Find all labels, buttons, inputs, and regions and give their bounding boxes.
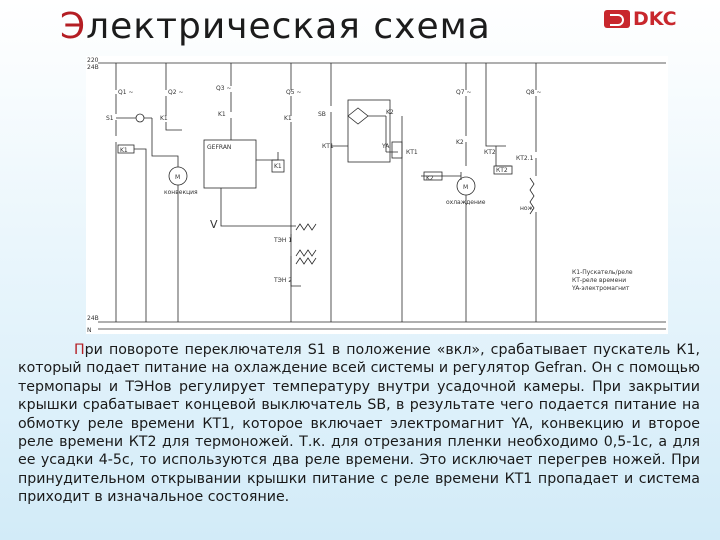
motor-2-label: M bbox=[463, 184, 469, 191]
motor-1-caption: конвекция bbox=[164, 189, 198, 196]
electrical-schematic bbox=[86, 56, 668, 334]
s1-label: S1 bbox=[106, 115, 114, 122]
rail-top-label-1: 220 bbox=[87, 57, 99, 64]
motor-2-caption: охлаждение bbox=[446, 199, 486, 206]
legend-line-1: К1-Пускатель/реле bbox=[572, 269, 633, 276]
ten2-label: ТЭН 2 bbox=[274, 277, 293, 284]
title-rest: лектрическая схема bbox=[86, 6, 491, 47]
rail-top-label-2: 24В bbox=[87, 64, 99, 71]
ten1-label: ТЭН 1 bbox=[274, 237, 293, 244]
dkc-logo-text: DKC bbox=[633, 8, 677, 30]
rail-bottom-label-2: N bbox=[87, 327, 92, 334]
page-title bbox=[60, 6, 491, 47]
k1-contact-c-label: K1 bbox=[284, 115, 292, 122]
description-first-letter: П bbox=[74, 342, 85, 358]
sb-label: SB bbox=[318, 111, 326, 118]
description-text: ри повороте переключателя S1 в положение «вкл», срабатывает пускатель К1, который подает питание на охлаждение всей системы и регулятор Gefran. Он с помощью термопары и ТЭНов регулирует температуру внутри усадочной камеры. При закрытии крышки срабатывает концевой выключатель SB, в результате чего подается питание на обмотку реле времени КТ1, которое включает электромагнит YA, конвекцию и второе реле времени КТ2 для термоножей. Т.к. для отрезания пленки необходимо 0,5-1с, а для ее усадки 4-5с, то используются два реле времени. Это исключает перегрев ножей. При принудительном открывании крышки питание с реле времени КТ1 пропадает и система приходит в изначальное состояние. bbox=[18, 342, 700, 506]
ya-label: YA bbox=[382, 143, 390, 150]
dkc-logo bbox=[604, 8, 677, 30]
k2-contact-label: K2 bbox=[386, 109, 394, 116]
k1-coil-label: K1 bbox=[120, 147, 128, 154]
motor-1-label: M bbox=[175, 174, 181, 181]
k2-b-label: K2 bbox=[456, 139, 464, 146]
k1-relay-label: K1 bbox=[274, 163, 282, 170]
legend-line-3: YA-электромагнит bbox=[572, 285, 630, 292]
kt2-b-label: КТ2 bbox=[496, 167, 508, 174]
legend-line-2: КТ-реле времени bbox=[572, 277, 627, 284]
description-paragraph bbox=[18, 341, 700, 507]
thermocouple-mark: V bbox=[210, 218, 218, 231]
knife-caption: нож bbox=[520, 205, 533, 212]
q2-label: Q2 ~ bbox=[168, 89, 184, 96]
k1-contact-b-label: K1 bbox=[218, 111, 226, 118]
q1-label: Q1 ~ bbox=[118, 89, 134, 96]
dkc-logo-mark-icon bbox=[604, 10, 630, 28]
kt2-label: КТ2 bbox=[484, 149, 496, 156]
k2-coil-label: K2 bbox=[426, 175, 434, 182]
kt1-label: КТ1 bbox=[322, 143, 334, 150]
title-first-letter: Э bbox=[60, 6, 87, 47]
q3-label: Q3 ~ bbox=[216, 85, 232, 92]
q8-label: Q8 ~ bbox=[526, 89, 542, 96]
rail-bottom-label-1: 24В bbox=[87, 315, 99, 322]
kt21-label: КТ2.1 bbox=[516, 155, 534, 162]
gefran-label: GEFRAN bbox=[207, 144, 232, 151]
q5-label: Q5 ~ bbox=[286, 89, 302, 96]
k1-contact-label: K1 bbox=[160, 115, 168, 122]
q7-label: Q7 ~ bbox=[456, 89, 472, 96]
kt1-b-label: КТ1 bbox=[406, 149, 418, 156]
